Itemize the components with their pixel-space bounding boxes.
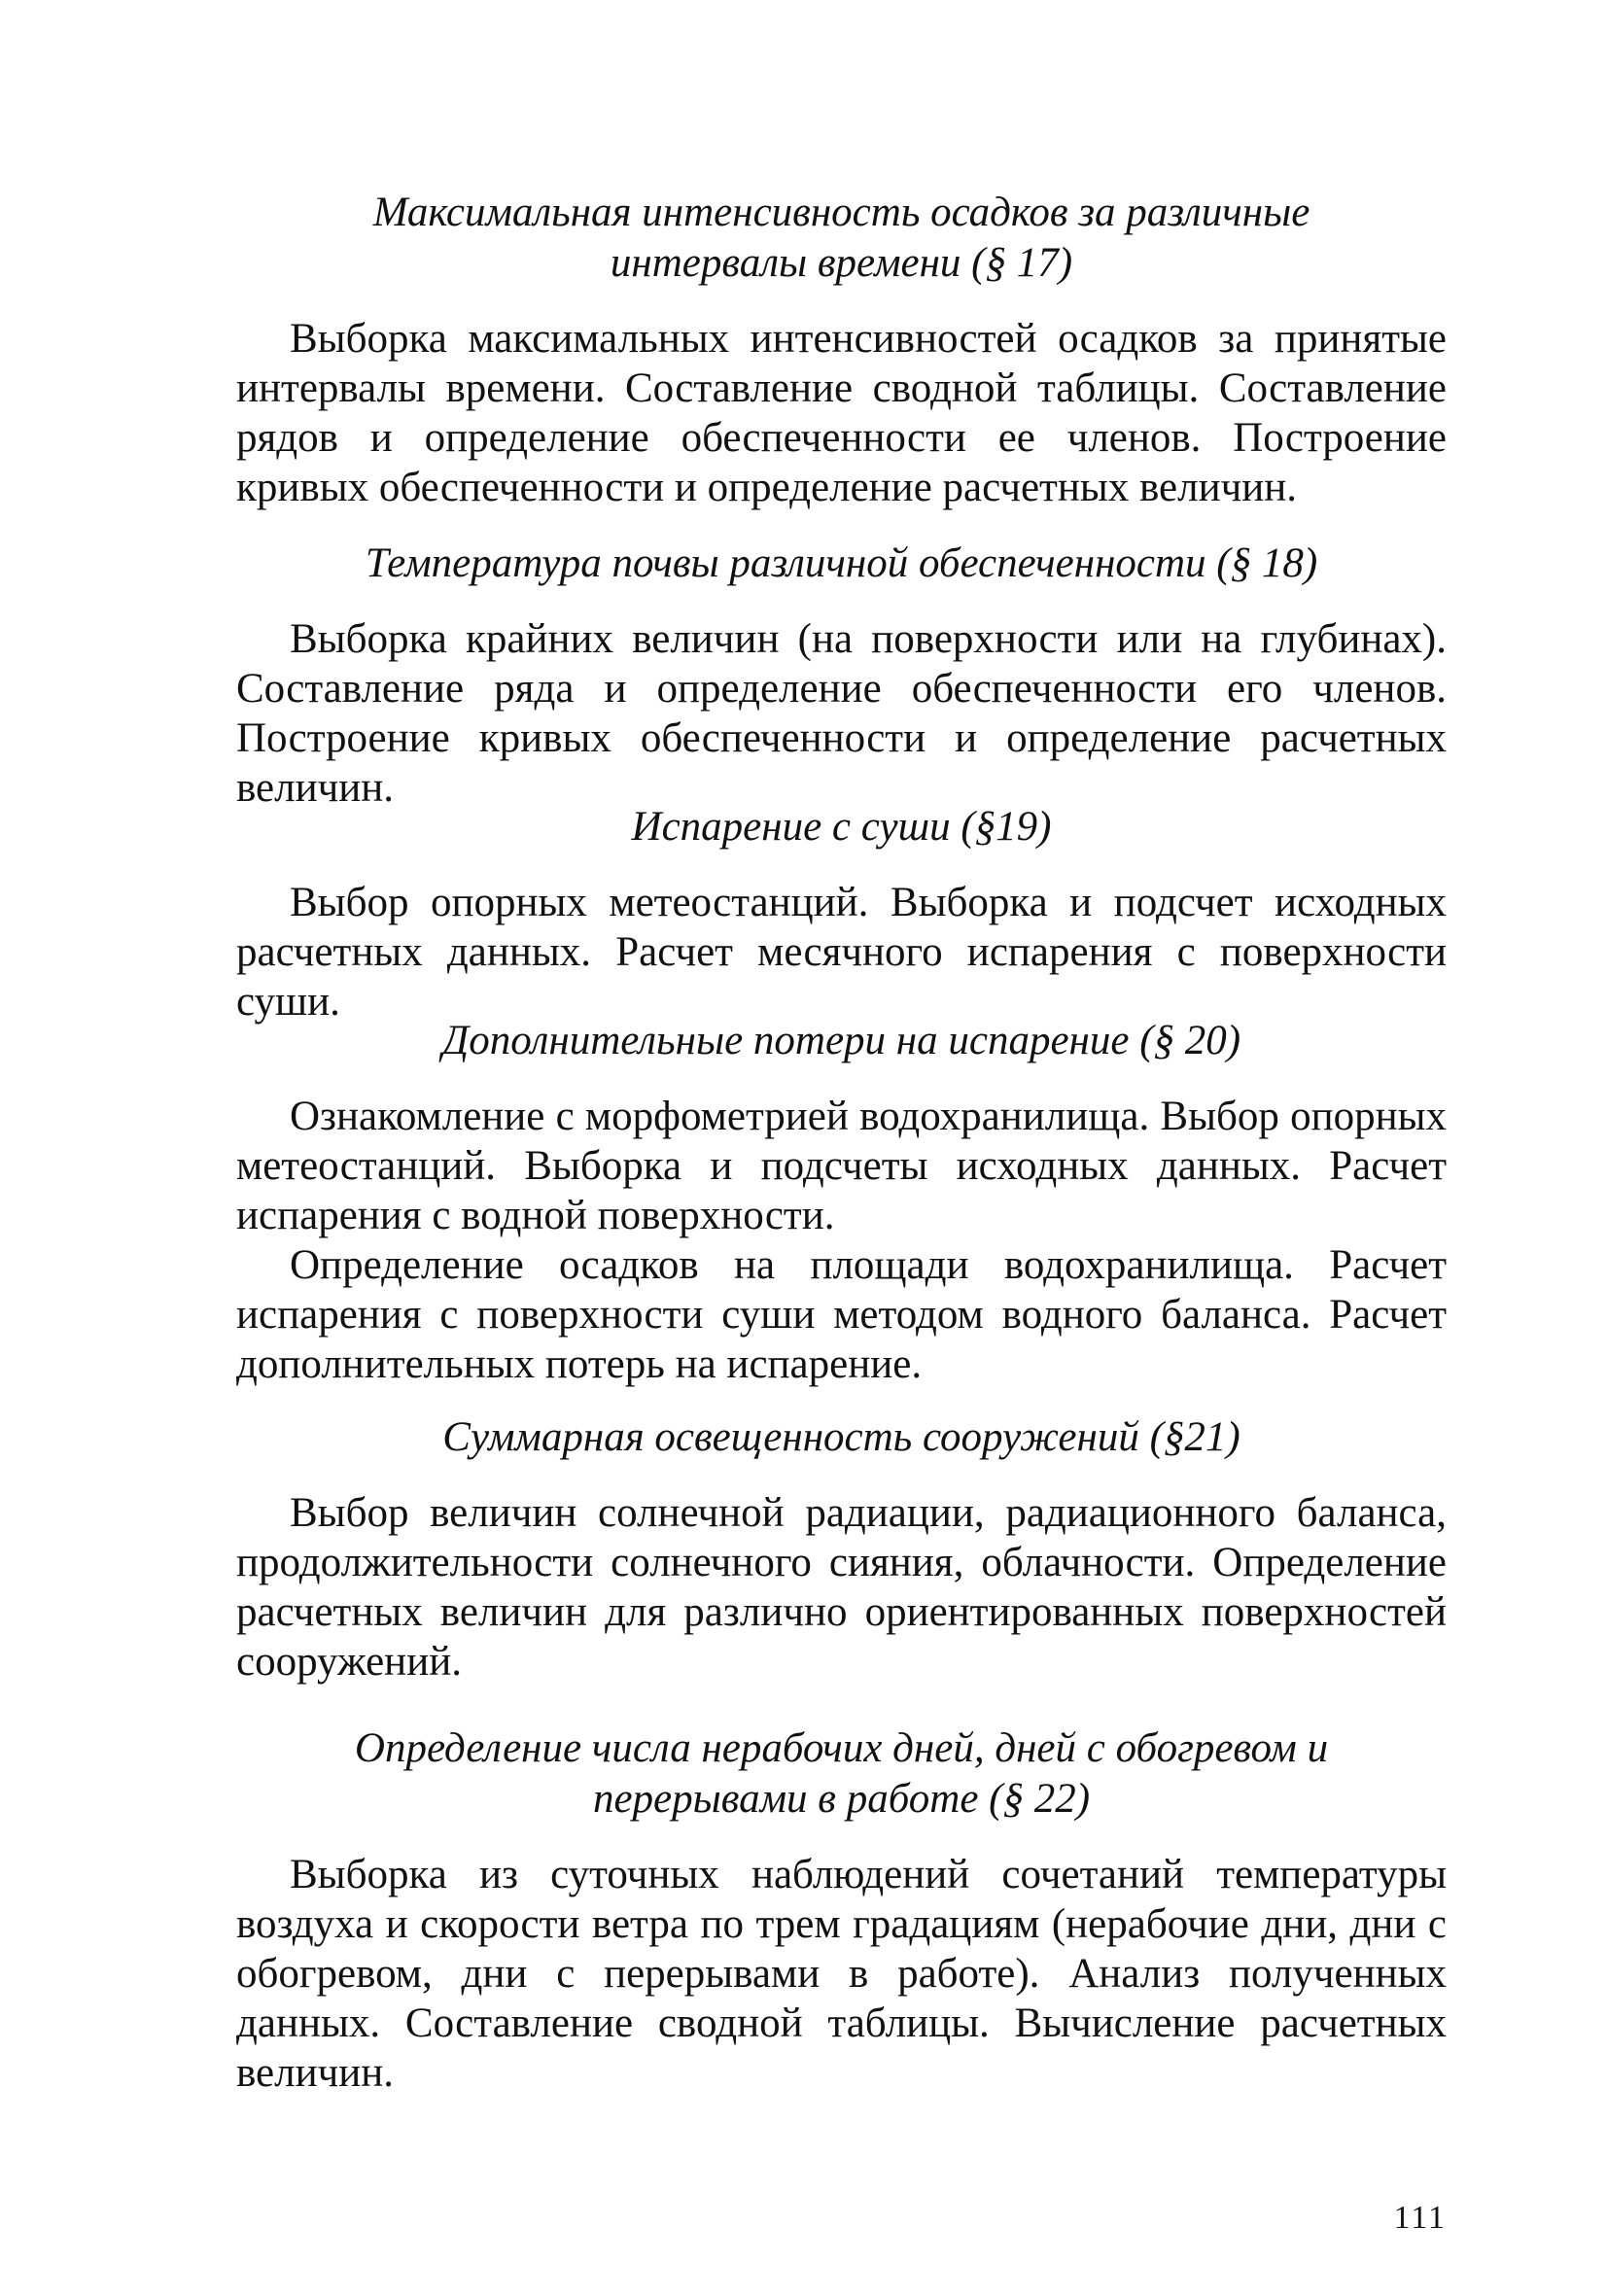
section-heading: Дополнительные потери на испарение (§ 20) <box>441 1018 1241 1063</box>
section-heading: Температура почвы различной обеспеченности (§ 18) <box>365 540 1318 586</box>
section-paragraph: Выбор величин солнечной радиации, радиационного баланса, продолжительности солнечного сияния, облачности. Определение расчетных величин для различно ориентированных поверхностей сооружений. <box>236 1490 1447 1685</box>
section-land-evaporation <box>236 802 1447 1026</box>
section-paragraph: Выборка максимальных интенсивностей осадков за принятые интервалы времени. Составление сводной таблицы. Составление рядов и определение обеспеченности ее членов. Построение кривых обеспеченности и определение расчетных величин. <box>236 316 1447 510</box>
section-paragraph: Выборка из суточных наблюдений сочетаний температуры воздуха и скорости ветра по трем градациям (нерабочие дни, дни с обогревом, дни с перерывами в работе). Анализ полученных данных. Составление сводной таблицы. Вычисление расчетных величин. <box>236 1852 1447 2096</box>
section-heading: Максимальная интенсивность осадков за различные интервалы времени (§ 17) <box>372 190 1310 286</box>
section-additional-evaporation-losses <box>236 1016 1447 1389</box>
section-heading: Определение числа нерабочих дней, дней с обогревом и перерывами в работе (§ 22) <box>354 1725 1329 1822</box>
section-non-working-days <box>236 1723 1447 2098</box>
section-total-illumination <box>236 1412 1447 1687</box>
page-number: 111 <box>1393 2200 1447 2236</box>
section-paragraph: Ознакомление с морфометрией водохранилища. Выбор опорных метеостанций. Выборка и подсчеты исходных данных. Расчет испарения с водной поверхности. <box>236 1094 1447 1238</box>
section-max-precipitation-intensity <box>236 188 1447 512</box>
section-paragraph: Определение осадков на площади водохранилища. Расчет испарения с поверхности суши методом водного баланса. Расчет дополнительных потерь на испарение. <box>236 1242 1447 1387</box>
section-paragraph: Выбор опорных метеостанций. Выборка и подсчет исходных расчетных данных. Расчет месячного испарения с поверхности суши. <box>236 880 1447 1025</box>
section-heading: Испарение с суши (§19) <box>631 804 1052 850</box>
section-paragraph: Выборка крайних величин (на поверхности или на глубинах). Составление ряда и определение обеспеченности его членов. Построение кривых обеспеченности и определение расчетных величин. <box>236 616 1447 811</box>
section-soil-temperature <box>236 539 1447 813</box>
section-heading: Суммарная освещенность сооружений (§21) <box>442 1414 1240 1460</box>
